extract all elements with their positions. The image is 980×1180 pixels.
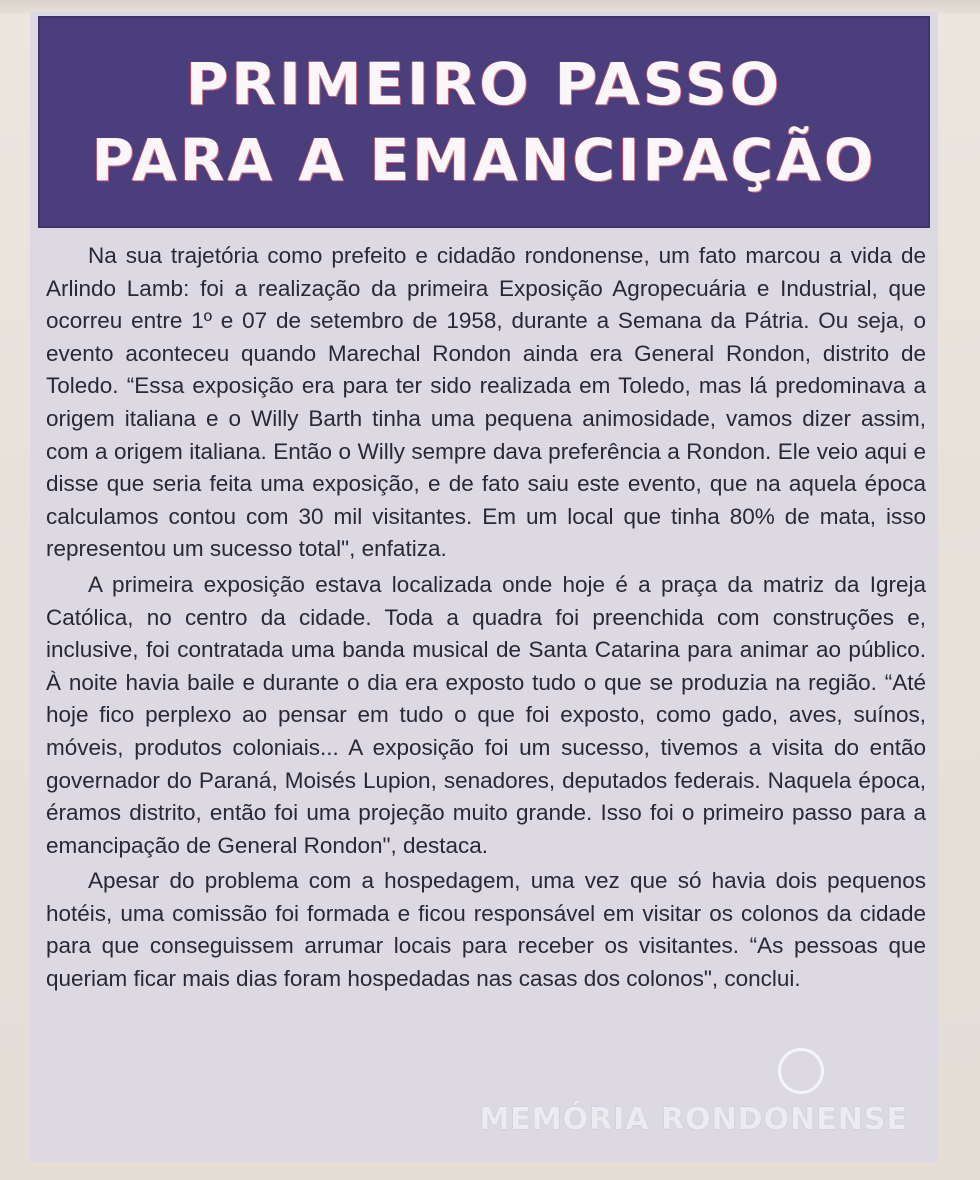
headline-line-1: PRIMEIRO PASSO xyxy=(185,50,783,118)
headline-banner xyxy=(38,16,930,228)
article-clipping xyxy=(30,12,938,1162)
watermark-text: MEMÓRIA RONDONENSE xyxy=(479,1102,908,1137)
watermark-logo-icon xyxy=(778,1048,824,1094)
headline xyxy=(38,46,930,198)
headline-line-2: PARA A EMANCIPAÇÃO xyxy=(91,126,877,194)
article-body xyxy=(46,240,926,999)
paragraph-3: Apesar do problema com a hospedagem, uma vez que só havia dois pequenos hotéis, uma comissão foi formada e ficou responsável em visitar os colonos da cidade para que conseguissem arrumar locais para receber os visitantes. “As pessoas que queriam ficar mais dias foram hospedadas nas casas dos colonos", conclui. xyxy=(46,868,926,992)
paragraph-2: A primeira exposição estava localizada onde hoje é a praça da matriz da Igreja Católica, no centro da cidade. Toda a quadra foi preenchida com construções e, inclusive, foi contratada uma banda musical de Santa Catarina para animar ao público. À noite havia baile e durante o dia era exposto tudo o que se produzia na região. “Até hoje fico perplexo ao pensar em tudo o que foi exposto, como gado, aves, suínos, móveis, produtos coloniais... A exposição foi um sucesso, tivemos a visita do então governador do Paraná, Moisés Lupion, senadores, deputados federais. Naquela época, éramos distrito, então foi uma projeção muito grande. Isso foi o primeiro passo para a emancipação de General Rondon", destaca. xyxy=(46,571,926,858)
paragraph-1: Na sua trajetória como prefeito e cidadão rondonense, um fato marcou a vida de Arlindo Lamb: foi a realização da primeira Exposição Agropecuária e Industrial, que ocorreu entre 1º e 07 de setembro de 1958, durante a Semana da Pátria. Ou seja, o evento aconteceu quando Marechal Rondon ainda era General Rondon, distrito de Toledo. “Essa exposição era para ter sido realizada em Toledo, mas lá predominava a origem italiana e o Willy Barth tinha uma pequena animosidade, vamos dizer assim, com a origem italiana. Então o Willy sempre dava preferência a Rondon. Ele veio aqui e disse que seria feita uma exposição, e de fato saiu este evento, que na aquela época calculamos contou com 30 mil visitantes. Em um local que tinha 80% de mata, isso representou um sucesso total", enfatiza. xyxy=(46,243,926,562)
